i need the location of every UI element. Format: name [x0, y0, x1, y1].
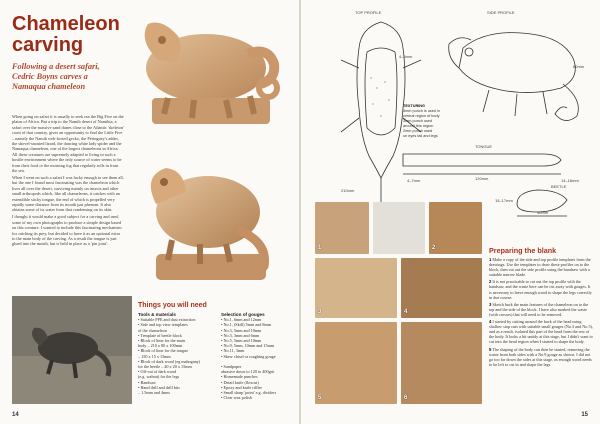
list-item: • No.3, 3mm and 6mm [221, 332, 260, 338]
beetle-label: BEETLE [551, 184, 567, 189]
carving-photo-front [118, 10, 290, 132]
page-number-left: 14 [12, 412, 19, 418]
tools-list [138, 312, 215, 400]
list-item: • Block of lime for the main [138, 338, 186, 344]
step-photo-3 [315, 258, 397, 318]
texturing-line: 3mm punch used [403, 119, 433, 123]
step-photo-5 [315, 322, 397, 404]
step-photo-1 [315, 202, 369, 254]
body-depth: 80mm [573, 64, 585, 69]
step-photo-4 [401, 258, 482, 318]
desert-chameleon-photo [12, 296, 132, 404]
step-number: 5 [318, 395, 322, 401]
texturing-line: around this region [403, 124, 434, 128]
prep-step-text: I started by cutting around the back of the head using shallow stop cuts with suitable small gouges (No.3 and No.5), and as a result, isolated this part of the head from the rest of the body. It looks a bit untidy at this stage, but I didn't want to cut into the head region when I started to shape the body. [489, 319, 593, 345]
prep-step-number: 3 [489, 301, 492, 307]
list-item: • Homemade punches [221, 374, 258, 380]
list-item: • Hand drill and drill bits [138, 384, 180, 390]
standfirst: Following a desert safari, Cedric Boyns carves a Namaqua chameleon [12, 62, 100, 91]
step-photo-template [373, 202, 425, 254]
body-paragraph: I thought it would make a good subject for a carving and used some of my own photographs to produce a simple design based on this creature. I wanted to include this fascinating mechanism for catching its prey, but decided to have it as an optional extra to the main body of the carving. As a result the tongue is just glued into the mouth, but is held in place as a 'pin joint'. [12, 214, 122, 247]
list-item: • No.5, 5mm and 10mm [221, 338, 262, 344]
step-photo-6 [401, 322, 482, 404]
gouges-heading: Selection of gouges [221, 312, 265, 317]
texturing-heading: TEXTURING [403, 104, 425, 108]
carving-photo-side [128, 150, 288, 290]
step-photo-2 [429, 202, 482, 254]
texturing-line: 2mm punch used [403, 129, 433, 133]
beetle-width: 40mm [537, 210, 549, 215]
top-dimension: 4–6mm [399, 54, 413, 59]
page-number-right: 15 [581, 412, 588, 418]
list-item: for the beetle – 40 x 20 x 15mm [138, 364, 192, 370]
prep-step-text: The shaping of the body can then be started, removing the waste from both sides with a No.9 gouge as shown. I did not go too far down the sides at this stage, as enough wood needs to be left to cut in and shape the legs. [489, 346, 592, 367]
desert-scene-image [12, 296, 132, 404]
article-title [12, 14, 120, 56]
list-item: • Suitable PPE and dust extraction [138, 317, 196, 323]
things-you-will-need [138, 302, 298, 400]
list-item: • Bandsaw [138, 379, 156, 385]
list-item: • Off-cut of dark wood [138, 369, 177, 375]
prep-step-number: 4 [489, 319, 492, 325]
list-item: of the chameleon [138, 327, 167, 333]
prep-step [489, 319, 593, 344]
list-item: • Block of dark wood (eg mahogany) [138, 358, 201, 364]
prep-step-number: 1 [489, 257, 492, 262]
tongue-length: 120mm [475, 176, 489, 181]
prep-step-text: It is not practicable to cut out the top profile with the bandsaw, and the waste here can be cut away with gouges. It is necessary to leave enough wood to shape the legs correctly in due course. [489, 279, 592, 300]
step-number: 3 [318, 309, 322, 315]
beetle-height: 15–17mm [495, 198, 513, 203]
list-item: • No.3, 5mm and 10mm [221, 327, 262, 333]
list-item: – 1.5mm and 4mm [138, 390, 170, 396]
list-item: • No.9, 5mm, 10mm and 15mm [221, 343, 275, 349]
list-item: • No.1, (Skill) 5mm and 8mm [221, 322, 271, 328]
step-number: 1 [318, 245, 322, 251]
texturing-line: on eyes tail and legs [403, 134, 438, 138]
prep-step [489, 257, 593, 277]
prep-step-text: Make a copy of the side and top profile templates from the drawings. Use the templates to draw these profiles on to the block, then cut out the side profile using the bandsaw with a suitable narrow blade. [489, 257, 591, 278]
list-item: • Side and top view templates [138, 322, 188, 328]
prep-step [489, 347, 593, 367]
body-length: 210mm [341, 188, 355, 193]
list-item: • No.1, 6mm and 12mm [221, 317, 262, 323]
list-item: • Skew chisel or roughing gouge [221, 353, 276, 359]
texturing-note [403, 104, 459, 139]
title-line-2: carving [12, 34, 84, 56]
right-page [301, 0, 600, 424]
tongue-dim-left: 4–7mm [407, 178, 421, 183]
preparing-the-blank [489, 246, 593, 414]
list-item: (e.g. walnut) for the legs [138, 374, 180, 380]
list-item: • Epoxy and knife riffler [221, 384, 262, 390]
list-item: abrasive down to 120 to 400grit [221, 369, 275, 375]
step-number: 6 [404, 395, 408, 401]
prep-step [489, 302, 593, 317]
step-number: 2 [432, 245, 436, 251]
body-paragraph: When going on safari it is usually to seek out the Big Five on the plains of Africa. But a trip to the Namib desert of Namibia, a safari over the massive sand dunes close to the Atlantic 'skeleton' coast of that country, gives an opportunity to find the Little Five – namely the Namib web-footed gecko, the Péringuey's adder, the shovel-snouted lizard, the dancing white lady spider and the Namaqua chameleon, one of the largest chameleons in Africa. All these creatures are supremely adapted to living in such a hostile environment where the only source of water seems to be from their food or the morning fog that regularly rolls in from the sea. [12, 114, 124, 174]
tongue-label: TONGUE [475, 144, 493, 149]
list-item: – 150 x 15 x 15mm [138, 353, 171, 359]
prep-title: Preparing the blank [489, 246, 557, 255]
chameleon-carving-image [118, 10, 290, 132]
title-line-1: Chameleon [12, 13, 120, 35]
left-page [0, 0, 299, 424]
chameleon-carving-side-image [128, 150, 288, 290]
list-item: • Detail knife (flexcut) [221, 379, 259, 385]
list-item: • Sandpaper [221, 364, 242, 370]
prep-step-number: 5 [489, 346, 492, 352]
texturing-line: 4mm punch is used in [403, 109, 440, 113]
list-item: • Template of beetle block [138, 332, 182, 338]
list-item: • Block of lime for the tongue [138, 348, 189, 354]
step-number: 4 [404, 309, 408, 315]
prep-step-number: 2 [489, 279, 492, 285]
top-profile-label: TOP PROFILE [355, 10, 382, 15]
prep-step-text: Sketch back the main features of the chameleon on to the top and the side of the block. I have also marked the waste (with crosses) that will need to be removed. [489, 301, 589, 317]
list-item: • Small sharp 'point' e.g. dividers [221, 390, 277, 396]
texturing-line: central region of body [403, 114, 440, 118]
prep-step [489, 279, 593, 299]
technical-drawing [311, 8, 593, 218]
tongue-dim-right: 14–16mm [561, 178, 579, 183]
step-photos [315, 202, 482, 412]
gouges-list [221, 312, 298, 400]
list-item: body – 210 x 80 x 100mm [138, 343, 183, 349]
needs-title: Things you will need [138, 302, 207, 309]
tools-heading: Tools & materials [138, 312, 176, 317]
list-item: • No.11, 3mm [221, 348, 245, 354]
list-item: • Clear wax polish [221, 395, 252, 401]
side-profile-label: SIDE PROFILE [487, 10, 515, 15]
body-paragraph: When I went on such a safari I was lucky enough to see them all, but the one I found most fascinating was the chameleon which lives all over the desert, surviving mainly on insects and other small arthropods which, like all chameleons, it catches with an extendible sticky tongue, the end of which is propelled very rapidly some distance from its mouth just phenom. It also obtains some of its water from that condensing on its skin. [12, 174, 124, 213]
